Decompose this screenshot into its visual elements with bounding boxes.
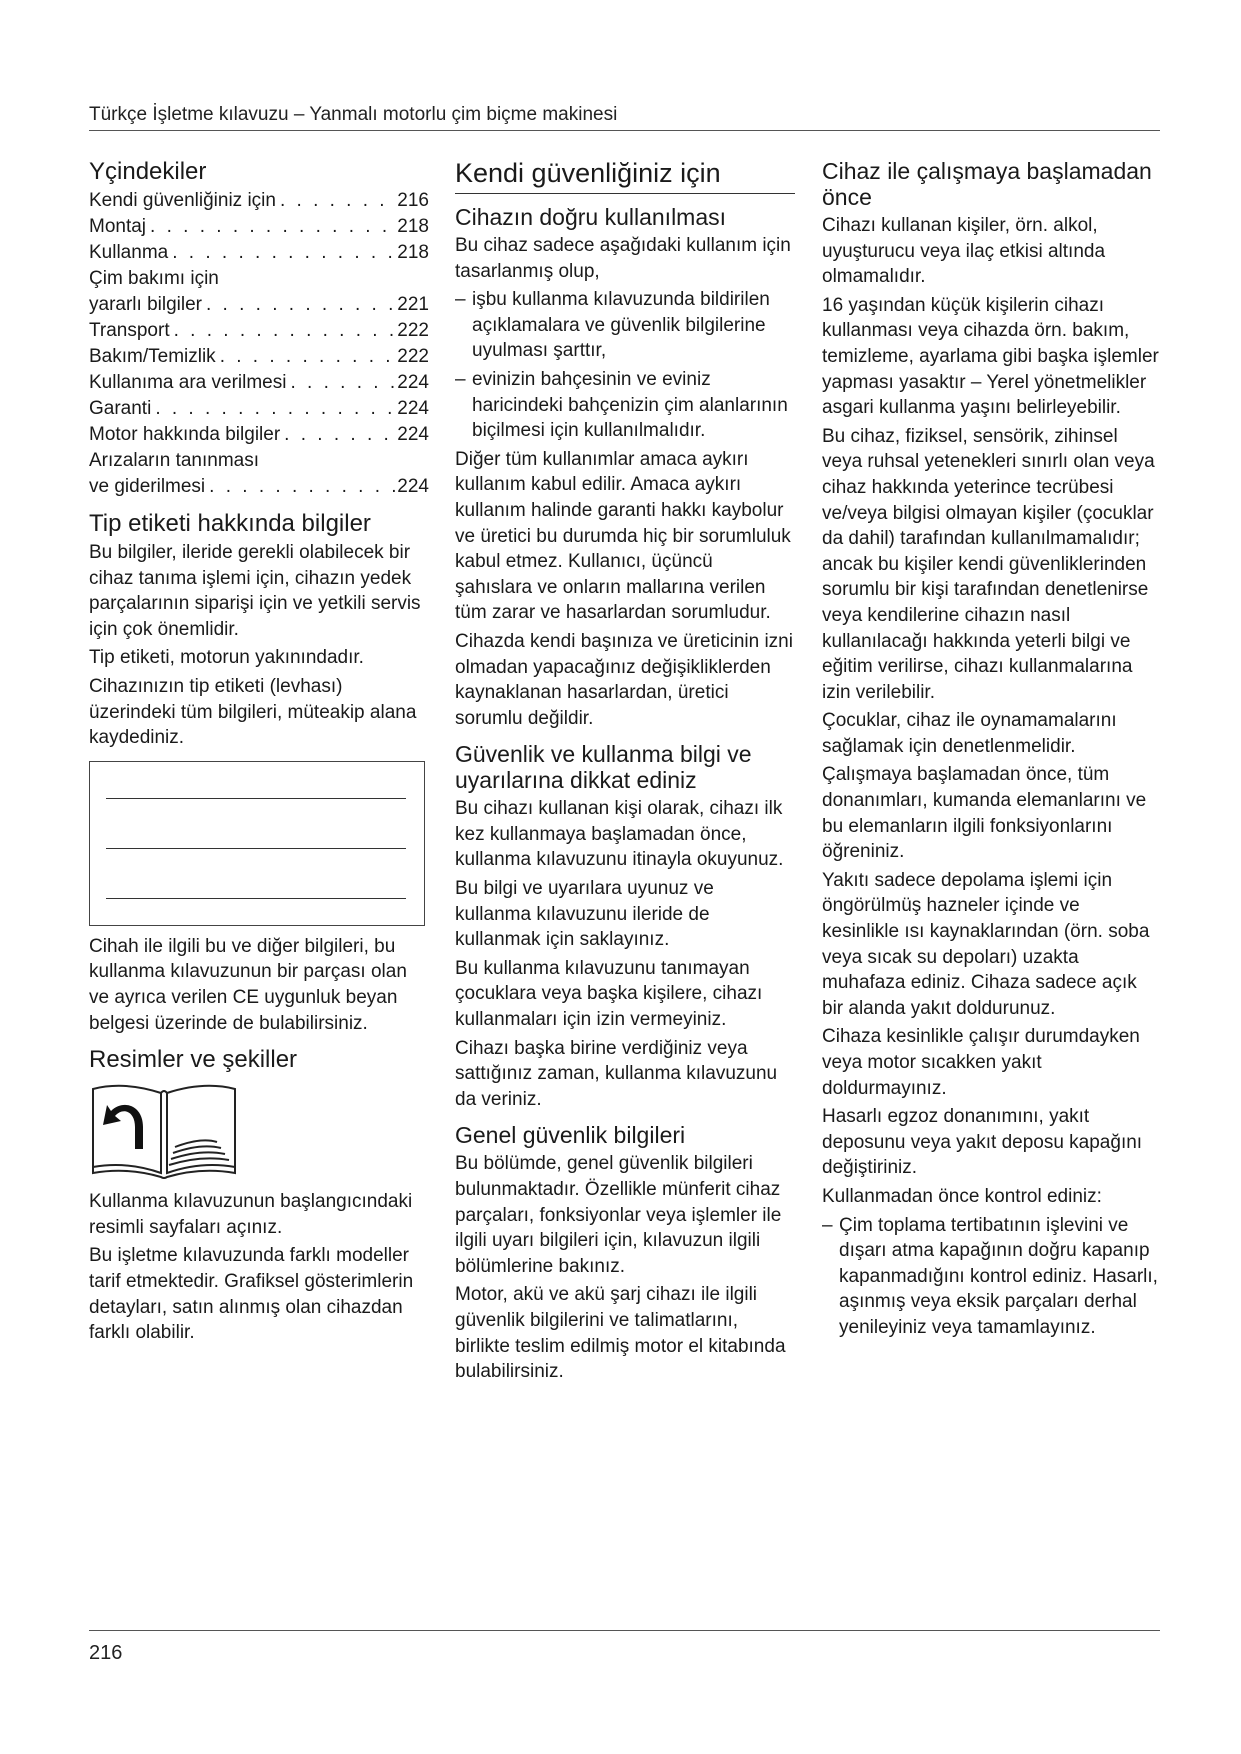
toc-leader [146, 214, 397, 240]
paragraph: Kullanmadan önce kontrol ediniz: [822, 1185, 1102, 1207]
toc-entry [89, 214, 429, 240]
paragraph: Bu bilgiler, ileride gerekli olabilecek bir cihaz tanıma işlemi için, cihazın yedek parçalarının siparişi için ve yetkili servis için çok önemlidir. [89, 542, 421, 640]
section-heading: Cihazın doğru kullanılması [455, 204, 727, 230]
paragraph: Hasarlı egzoz donanımını, yakıt deposunu veya yakıt deposu kapağını değiştiriniz. [822, 1106, 1143, 1179]
bullet-item: – işbu kullanma kılavuzunda bildirilen açıklamalara ve güvenlik bilgilerine uyulması şarttır, [455, 289, 770, 362]
column-left [89, 158, 429, 1349]
entry-line [106, 798, 406, 799]
toc-entry-title: Bakım/Temizlik [89, 346, 216, 367]
toc-leader [286, 370, 397, 396]
toc-leader [170, 318, 398, 344]
footer-rule [89, 1630, 1160, 1631]
paragraph: Bu kullanma kılavuzunu tanımayan çocuklara veya başka kişilere, cihazı kullanmaları için izin vermeyiniz. [455, 957, 763, 1031]
section-heading: Genel güvenlik bilgileri [455, 1122, 686, 1149]
type-label-entry-box [89, 761, 425, 926]
toc-leader [151, 396, 397, 422]
paragraph: Yakıtı sadece depolama işlemi için öngörülmüş hazneler içinde ve kesinlikle ısı kaynaklarından (örn. soba veya sıcak su depoları) uzakta muhafaza ediniz. Cihaza sadece açık bir alanda yakıt doldurunuz. [822, 869, 1150, 1019]
section-heading: Güvenlik ve kullanma bilgi ve uyarılarına dikkat ediniz [455, 741, 752, 794]
table-of-contents [89, 188, 429, 500]
paragraph: Cihazda kendi başınıza ve üreticinin izni olmadan yapacağınız değişikliklerden kaynaklanan hasarlardan, üretici sorumlu değildir. [455, 630, 793, 729]
paragraph: Cihah ile ilgili bu ve diğer bilgileri, bu kullanma kılavuzunun bir parçası olan ve ayrıca verilen CE uygunluk beyan belgesi üzerinde de bulabilirsiniz. [89, 935, 407, 1034]
paragraph: 16 yaşından küçük kişilerin cihazı kullanması veya cihazda örn. bakım, temizleme, ayarlama gibi başka işlemler yapması yasaktır – Yerel yönetmelikler asgari kullanma yaşını belirleyebilir. [822, 294, 1159, 419]
toc-entry [89, 370, 429, 396]
toc-entry [89, 188, 429, 214]
toc-entry-title: Motor hakkında bilgiler [89, 424, 281, 445]
toc-entry-title: Garanti [89, 398, 152, 419]
column-right [822, 158, 1162, 1344]
toc-entry-page: 218 [397, 242, 429, 263]
toc-leader [280, 422, 397, 448]
toc-leader [202, 292, 397, 318]
open-book-icon [89, 1081, 239, 1179]
toc-leader [168, 240, 397, 266]
paragraph: Bu cihazı kullanan kişi olarak, cihazı ilk kez kullanmaya başlamadan önce, kullanma kılavuzunu itinayla okuyunuz. [455, 798, 784, 871]
toc-entry [89, 422, 429, 448]
toc-entry [89, 240, 429, 266]
toc-entry-title: ve giderilmesi [89, 476, 206, 497]
toc-entry [89, 344, 429, 370]
paragraph: Motor, akü ve akü şarj cihazı ile ilgili güvenlik bilgilerini ve talimatlarını, birlikte teslim edilmiş motor el kitabında bulabilirsiniz. [455, 1284, 786, 1383]
toc-leader [216, 344, 398, 370]
section-heading: Cihaz ile çalışmaya başlamadan önce [822, 158, 1152, 210]
page-header-title: Türkçe İşletme kılavuzu – Yanmalı motorlu çim biçme makinesi [89, 104, 618, 125]
paragraph: Cihaza kesinlikle çalışır durumdayken veya motor sıcakken yakıt doldurmayınız. [822, 1026, 1140, 1099]
bullet-item: – evinizin bahçesinin ve eviniz haricindeki bahçenizin çim alanlarının biçilmesi için kullanılmalıdır. [455, 368, 788, 442]
toc-entry-page: 222 [397, 320, 429, 341]
paragraph: Bu cihaz, fiziksel, sensörik, zihinsel veya ruhsal yetenekleri sınırlı olan veya cihaz hakkında yeterince tecrübesi ve/veya bilgisi olmayan kişiler (çocuklar da dahil) tarafından kullanılmamalıdır; ancak bu kişiler kendi güvenliklerinden sorumlu bir kişi tarafından denetlenirse veya kendilerine cihazın nasıl kullanılacağı hakkında yeterli bilgi ve eğitim verilirse, cihazı kullanmalarına izin verilebilir. [822, 425, 1155, 703]
toc-entry-page: 224 [397, 398, 429, 419]
paragraph: Kullanma kılavuzunun başlangıcındaki resimli sayfaları açınız. [89, 1191, 413, 1238]
toc-entry-page: 221 [397, 294, 429, 315]
toc-entry-page: 218 [397, 216, 429, 237]
paragraph: Diğer tüm kullanımlar amaca aykırı kullanım kabul edilir. Amaca aykırı kullanım halinde garanti hakkı kaybolur ve üretici bu durumda hiç bir sorumluluk kabul etmez. Kullanıcı, üçüncü şahıslara ve onların mallarına verilen tüm zarar ve hasarlardan sorumludur. [455, 448, 791, 624]
toc-entry-title: yararlı bilgiler [89, 294, 202, 315]
toc-entry-title: Kullanma [89, 242, 169, 263]
header-rule [89, 130, 1160, 131]
toc-entry [89, 396, 429, 422]
column-middle [455, 158, 795, 1388]
toc-leader [276, 188, 397, 214]
toc-entry [89, 318, 429, 344]
bullet-text: evinizin bahçesinin ve eviniz haricindeki bahçenizin çim alanlarının biçilmesi için kullanılmalıdır. [472, 368, 788, 442]
bullet-item: – Çim toplama tertibatının işlevini ve dışarı atma kapağının doğru kapanıp kapanmadığını kontrol ediniz. Hasarlı, aşınmış veya eksik parçaları derhal yenileyiniz veya tamamlayınız. [822, 1214, 1158, 1338]
toc-entry [89, 474, 429, 500]
toc-entry-title-line1: Arızaların tanınması [89, 450, 260, 471]
tip-label-heading: Tip etiketi hakkında bilgiler [89, 510, 371, 537]
toc-entry-page: 224 [397, 372, 429, 393]
toc-heading: Yçindekiler [89, 158, 207, 185]
images-heading: Resimler ve şekiller [89, 1046, 298, 1074]
toc-entry-title: Kendi güvenliğiniz için [89, 190, 276, 211]
toc-entry-title: Kullanıma ara verilmesi [89, 372, 287, 393]
entry-line [106, 898, 406, 899]
paragraph: Bu bölümde, genel güvenlik bilgileri bulunmaktadır. Özellikle münferit cihaz parçaları, fonksiyonlar veya işlemler ile ilgili uyarı bilgileri için, kılavuzun ilgili bölümlerine bakınız. [455, 1153, 782, 1277]
paragraph: Cihazı başka birine verdiğiniz veya sattığınız zaman, kullanma kılavuzunu da veriniz. [455, 1037, 778, 1110]
paragraph: Çocuklar, cihaz ile oynamamalarını sağlamak için denetlenmelidir. [822, 710, 1117, 757]
toc-entry-page: 216 [397, 190, 429, 211]
main-heading: Kendi güvenliğiniz için [455, 158, 795, 194]
bullet-text: Çim toplama tertibatının işlevini ve dışarı atma kapağının doğru kapanıp kapanmadığını kontrol ediniz. Hasarlı, aşınmış veya eksik parçaları derhal yenileyiniz veya tamamlayınız. [839, 1214, 1158, 1338]
paragraph: Bu cihaz sadece aşağıdaki kullanım için tasarlanmış olup, [455, 235, 791, 282]
paragraph: Tip etiketi, motorun yakınındadır. [89, 647, 364, 669]
entry-line [106, 848, 406, 849]
paragraph: Bu işletme kılavuzunda farklı modeller tarif etmektedir. Grafiksel gösterimlerin detayları, satın alınmış olan cihazdan farklı olabilir. [89, 1245, 414, 1344]
toc-entry-title: Montaj [89, 216, 147, 237]
toc-entry-page: 222 [397, 346, 429, 367]
paragraph: Cihazı kullanan kişiler, örn. alkol, uyuşturucu veya ilaç etkisi altında olmamalıdır. [822, 215, 1106, 288]
paragraph: Cihazınızın tip etiketi (levhası) üzerindeki tüm bilgileri, müteakip alana kaydediniz. [89, 675, 417, 749]
toc-entry-page: 224 [397, 424, 429, 445]
toc-entry-page: 224 [397, 476, 429, 497]
toc-entry-title: Transport [89, 320, 170, 341]
paragraph: Çalışmaya başlamadan önce, tüm donanımları, kumanda elemanlarını ve bu elemanların ilgili fonksiyonlarını öğreniniz. [822, 764, 1147, 863]
toc-leader [205, 474, 397, 500]
page-number: 216 [89, 1642, 123, 1664]
toc-entry-title-line1: Çim bakımı için [89, 268, 219, 289]
toc-entry [89, 292, 429, 318]
paragraph: Bu bilgi ve uyarılara uyunuz ve kullanma kılavuzunu ileride de kullanmak için saklayınız. [455, 878, 714, 951]
bullet-text: işbu kullanma kılavuzunda bildirilen açıklamalara ve güvenlik bilgilerine uyulması şarttır, [472, 289, 770, 362]
